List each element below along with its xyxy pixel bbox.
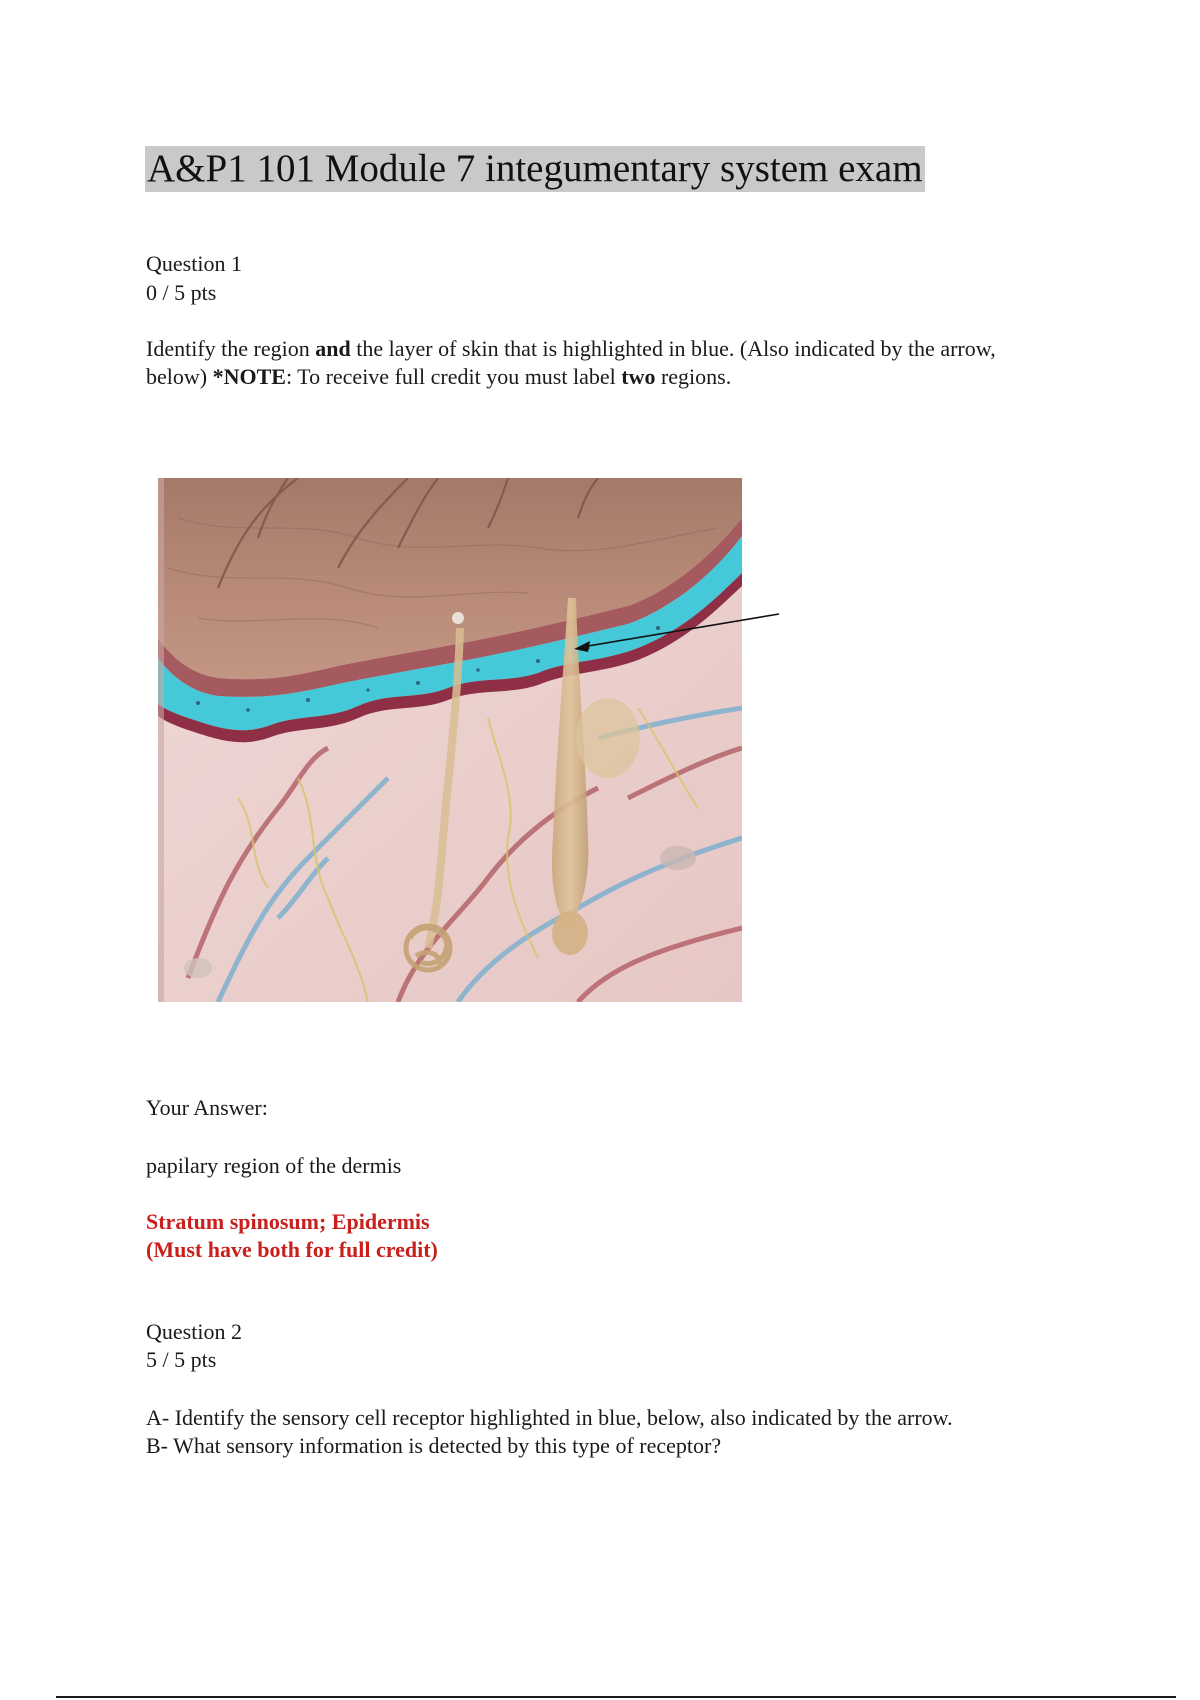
- your-answer-text: papilary region of the dermis: [146, 1153, 402, 1178]
- prompt-text: : To receive full credit you must label: [285, 364, 622, 389]
- question1-label: Question 1: [146, 251, 242, 276]
- question2-label: Question 2: [146, 1319, 242, 1344]
- correct-answer-line2: (Must have both for full credit): [146, 1237, 438, 1262]
- prompt-bold-and: and: [315, 336, 351, 361]
- question1-prompt-line1: [146, 335, 996, 363]
- correct-answer-line1: Stratum spinosum; Epidermis: [146, 1209, 430, 1234]
- prompt-text: Identify the region: [146, 336, 316, 361]
- question2-score: 5 / 5 pts: [146, 1347, 217, 1372]
- prompt-bold-two: two: [621, 364, 656, 389]
- prompt-text: below): [146, 364, 213, 389]
- page-bottom-rule: [56, 1696, 1176, 1698]
- question1-prompt-line2: [146, 363, 731, 391]
- prompt-text: regions.: [655, 364, 732, 389]
- question2-prompt-b: B- What sensory information is detected by this type of receptor?: [146, 1433, 722, 1458]
- prompt-bold-note: *NOTE: [212, 364, 286, 389]
- prompt-text: the layer of skin that is highlighted in blue. (Also indicated by the arrow,: [350, 336, 996, 361]
- page-title: A&P1 101 Module 7 integumentary system exam: [147, 147, 923, 190]
- skin-cross-section-image: [158, 478, 742, 1002]
- question1-score: 0 / 5 pts: [146, 280, 217, 305]
- your-answer-label: Your Answer:: [146, 1095, 268, 1120]
- question2-prompt-a: A- Identify the sensory cell receptor highlighted in blue, below, also indicated by the arrow.: [146, 1405, 953, 1430]
